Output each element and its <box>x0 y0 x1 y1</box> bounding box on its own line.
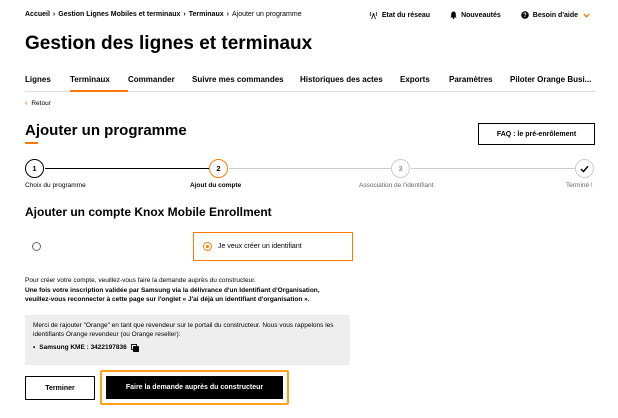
subtitle: Ajouter un compte Knox Mobile Enrollment <box>25 205 272 219</box>
step-4-label: Terminé ! <box>566 182 593 189</box>
step-1-label: Choix du programme <box>25 182 86 189</box>
request-button-focus-ring <box>100 370 289 405</box>
instruction-line-bold: Une fois votre inscription validée par Samsung via la délivrance d'un Identifiant d'Organisation, <box>25 286 320 294</box>
copy-icon[interactable] <box>131 344 139 352</box>
back-label: Retour <box>31 100 51 107</box>
step-4-indicator <box>575 159 594 178</box>
faq-pre-enrolment-button[interactable]: FAQ : le pré-enrôlement <box>478 123 595 145</box>
instructions-text <box>25 276 585 305</box>
tab-suivre-commandes[interactable]: Suivre mes commandes <box>192 75 284 84</box>
finish-button[interactable]: Terminer <box>25 376 95 400</box>
back-link[interactable] <box>25 100 51 107</box>
section-title-underline <box>25 142 38 144</box>
tab-commander[interactable]: Commander <box>128 75 175 84</box>
bell-icon <box>450 11 457 19</box>
chevron-left-icon: ‹ <box>25 100 28 107</box>
instruction-line-bold: veuillez-vous reconnecter à cette page sur l'onglet « J'ai déjà un identifiant d'organisation ». <box>25 296 310 303</box>
help-label: Besoin d'aide <box>532 11 578 19</box>
page-title: Gestion des lignes et terminaux <box>25 33 313 54</box>
step-2-label: Ajout du compte <box>190 182 242 189</box>
tab-historiques[interactable]: Historiques des actes <box>300 75 383 84</box>
step-connector <box>229 168 391 169</box>
tab-lignes[interactable]: Lignes <box>25 75 51 84</box>
breadcrumb-separator: › <box>52 11 56 18</box>
reseller-note-box <box>25 315 350 365</box>
radio-existing-identifier[interactable] <box>32 242 41 251</box>
breadcrumb-separator: › <box>183 11 186 18</box>
tab-piloter-orange[interactable]: Piloter Orange Busi... <box>510 75 592 84</box>
radio-create-identifier[interactable] <box>203 242 212 251</box>
tab-parametres[interactable]: Paramètres <box>449 75 493 84</box>
option-existing-identifier[interactable] <box>25 232 193 261</box>
breadcrumb-separator: › <box>226 11 229 18</box>
option-create-identifier[interactable] <box>193 232 353 261</box>
breadcrumb-home[interactable]: Accueil <box>25 11 50 18</box>
breadcrumb <box>25 11 302 18</box>
request-manufacturer-button[interactable]: Faire la demande auprès du constructeur <box>106 376 283 399</box>
help-menu[interactable] <box>521 11 594 19</box>
network-status-label: Etat du réseau <box>381 11 431 19</box>
checkmark-icon <box>580 165 589 173</box>
tab-exports[interactable]: Exports <box>400 75 430 84</box>
progress-stepper <box>0 158 618 198</box>
signal-tower-icon <box>369 11 378 19</box>
chevron-down-icon <box>583 13 590 18</box>
top-bar <box>0 0 618 30</box>
step-2-indicator: 2 <box>209 159 228 178</box>
option-create-identifier-label: Je veux créer un identifiant <box>218 243 302 250</box>
step-3-indicator: 3 <box>391 159 410 178</box>
tab-terminaux[interactable]: Terminaux <box>70 64 128 92</box>
step-connector <box>45 168 209 169</box>
breadcrumb-gestion[interactable]: Gestion Lignes Mobiles et terminaux <box>58 11 181 18</box>
network-status-link[interactable] <box>369 11 430 19</box>
samsung-kme-value: Samsung KME : 3422197836 <box>39 344 127 351</box>
main-tabs <box>25 64 595 92</box>
samsung-kme-item <box>33 343 342 352</box>
svg-text:?: ? <box>522 13 527 19</box>
step-1-indicator: 1 <box>25 159 44 178</box>
news-label: Nouveautés <box>461 11 501 19</box>
top-links <box>349 11 594 19</box>
breadcrumb-current: Ajouter un programme <box>231 11 302 18</box>
news-link[interactable] <box>450 11 501 19</box>
step-connector <box>411 168 575 169</box>
breadcrumb-terminaux[interactable]: Terminaux <box>188 11 224 18</box>
instruction-line: Pour créer votre compte, veuillez-vous faire la demande auprès du constructeur. <box>25 277 256 284</box>
step-3-label: Association de l'identifiant <box>359 182 434 189</box>
section-title: Ajouter un programme <box>25 122 187 139</box>
reseller-note-text: Merci de rajouter "Orange" en tant que revendeur sur le portail du constructeur. Nous vous rappelons les identifiants Orange revendeur (ou Orange reseller): <box>33 322 334 338</box>
help-icon <box>521 11 529 19</box>
bullet: • <box>33 344 36 351</box>
